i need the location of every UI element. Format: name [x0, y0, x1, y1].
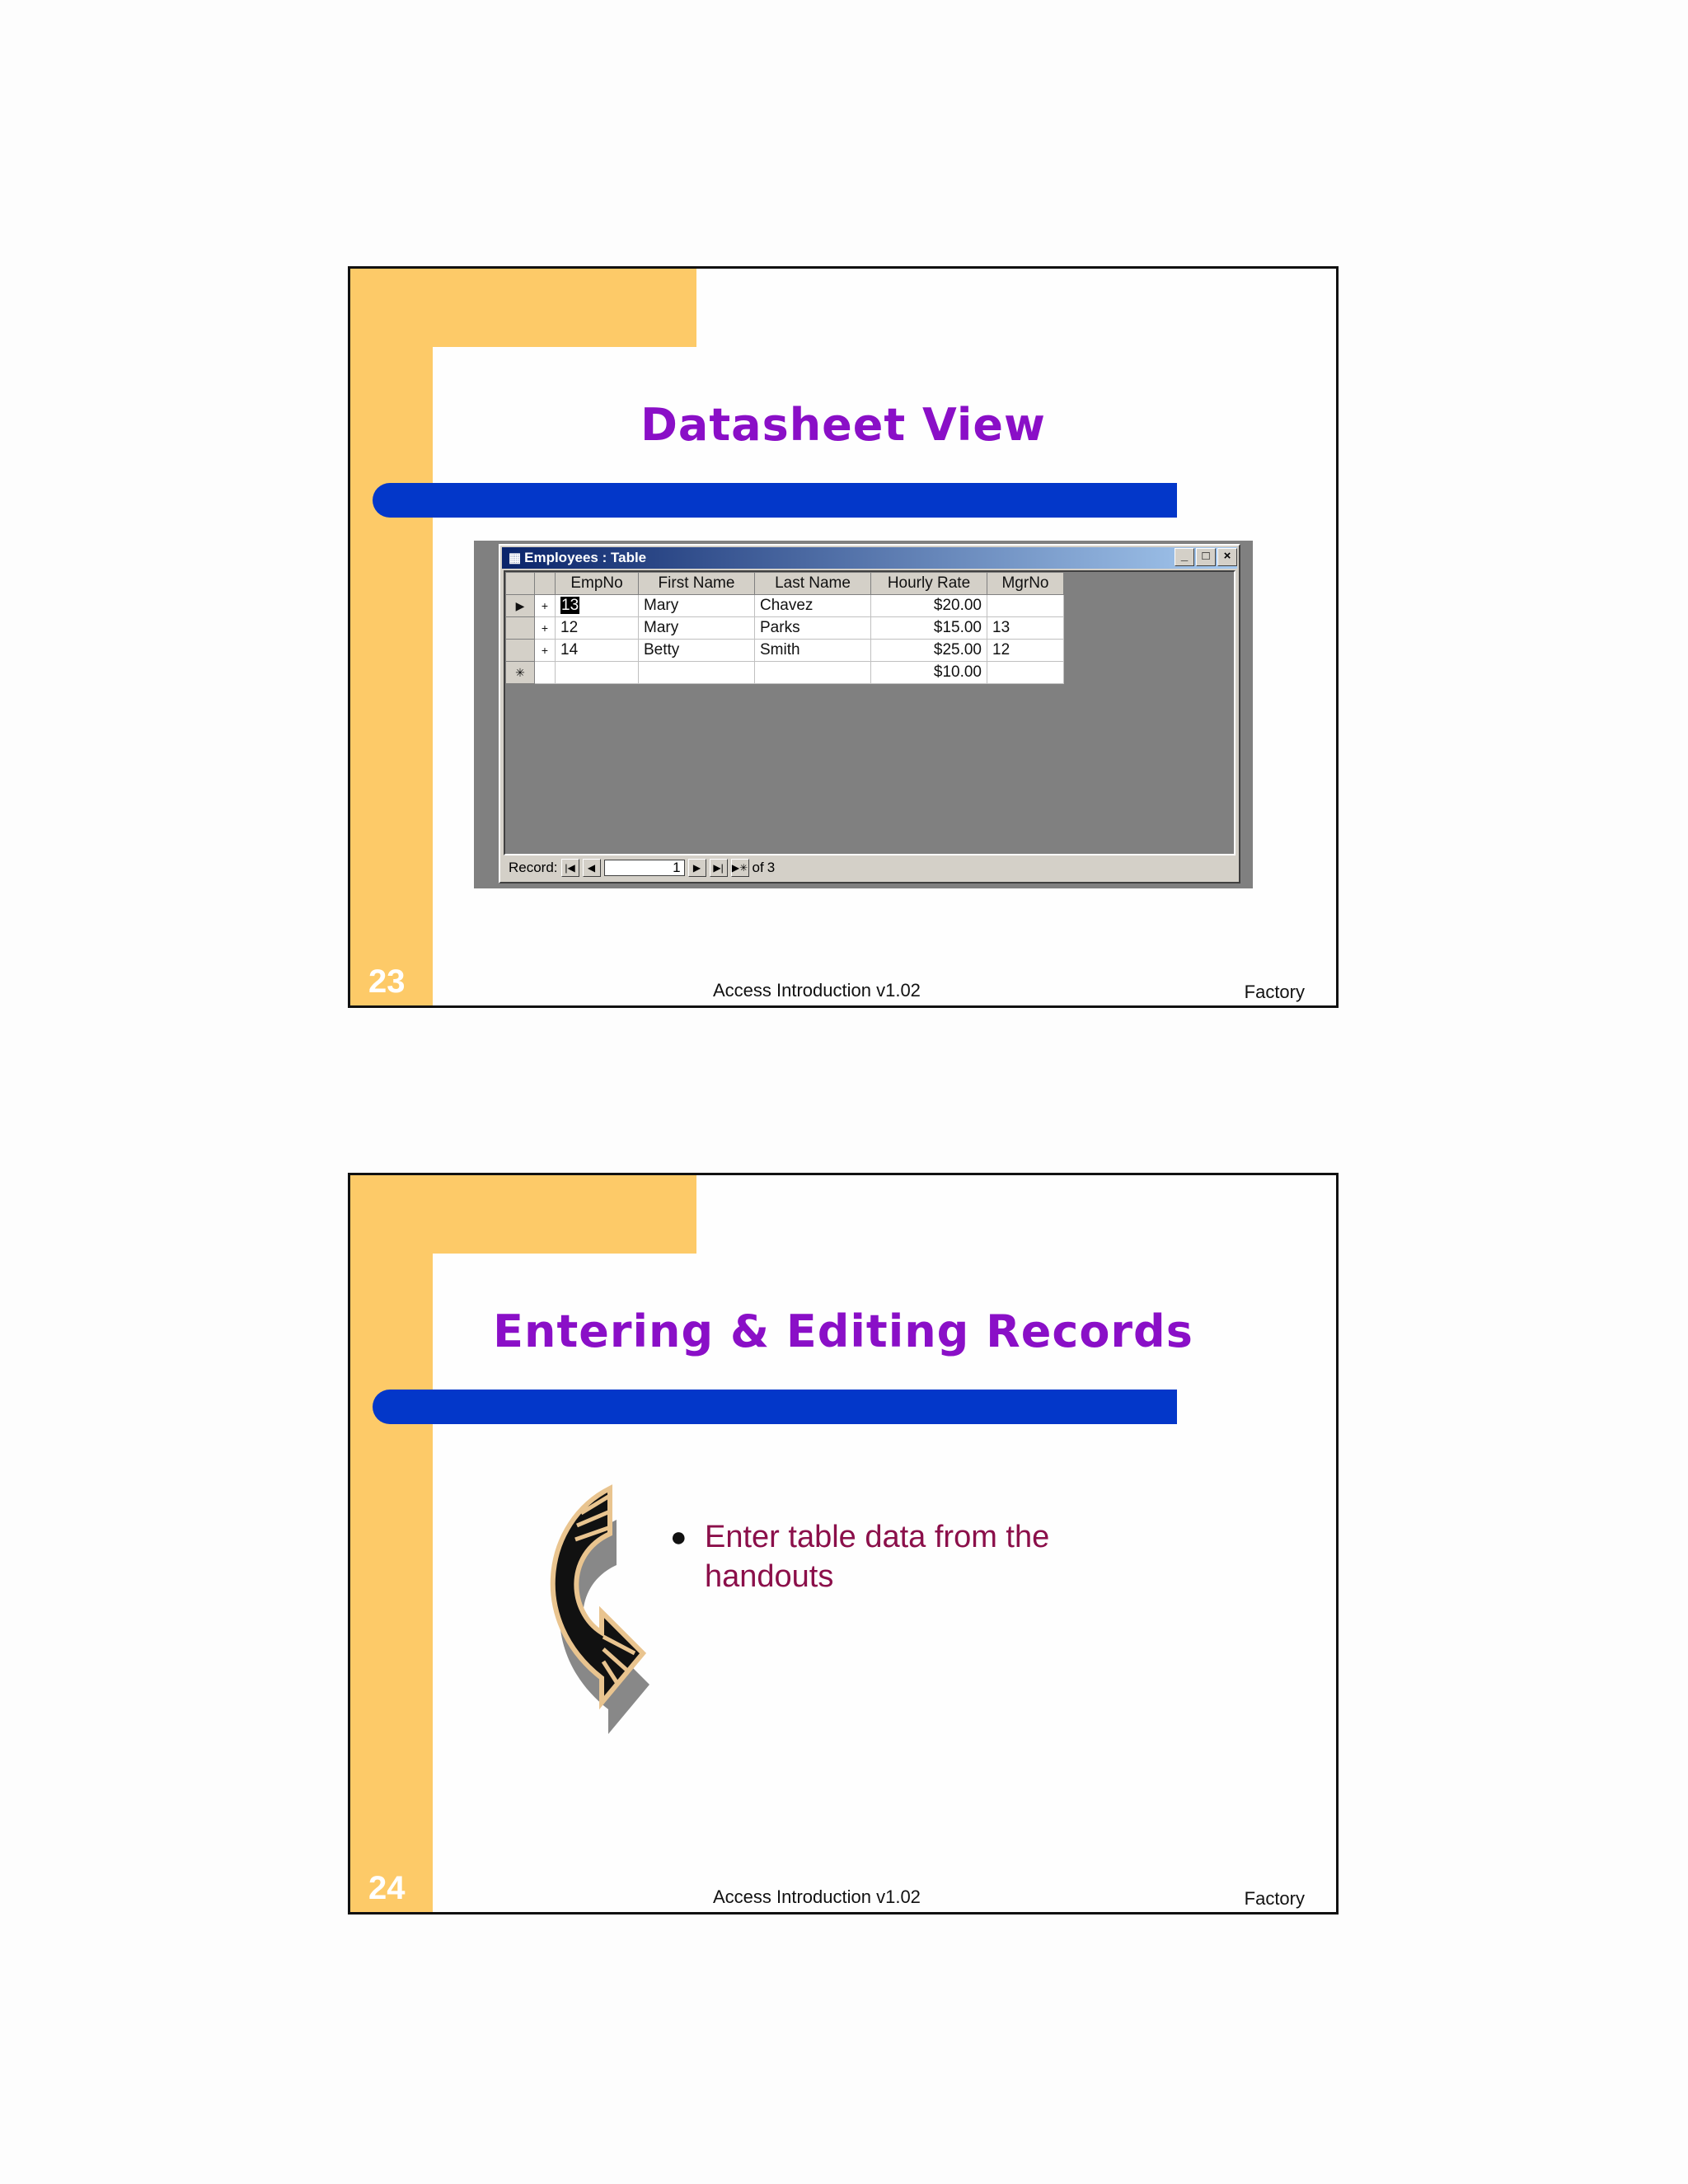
window-controls: [1175, 548, 1237, 566]
slide-footer: Access Introduction v1.02: [713, 980, 921, 1001]
slide-title: Entering & Editing Records: [493, 1305, 1193, 1357]
access-window-frame: [474, 541, 1253, 888]
record-total: 3: [767, 860, 776, 875]
bullet-item: [670, 1517, 1133, 1596]
new-record-row: [506, 662, 1064, 684]
title-underline-bar: [373, 483, 1177, 518]
cell-mgrno[interactable]: [987, 595, 1064, 617]
cell-first-name[interactable]: Mary: [639, 617, 755, 640]
slide-footer: Access Introduction v1.02: [713, 1886, 921, 1907]
cell-last-name[interactable]: Parks: [755, 617, 871, 640]
minimize-button[interactable]: _: [1175, 548, 1194, 566]
slide-number: 23: [368, 963, 406, 1000]
maximize-button[interactable]: □: [1196, 548, 1216, 566]
table-icon: ▦: [509, 551, 522, 565]
cell-first-name[interactable]: [639, 662, 755, 684]
slide-24: [348, 1173, 1339, 1915]
row-selector[interactable]: [506, 617, 535, 640]
cell-hourly-rate[interactable]: $25.00: [871, 640, 987, 662]
expand-header: [535, 573, 556, 595]
column-header[interactable]: Last Name: [755, 573, 871, 595]
cell-mgrno[interactable]: 13: [987, 617, 1064, 640]
cell-empno[interactable]: 12: [556, 617, 639, 640]
previous-record-icon[interactable]: ◀: [583, 859, 601, 877]
expand-icon[interactable]: +: [535, 640, 556, 662]
new-record-icon[interactable]: ✳: [506, 662, 535, 684]
cell-mgrno[interactable]: 12: [987, 640, 1064, 662]
accent-band-horizontal: [350, 1175, 696, 1254]
select-all-corner[interactable]: [506, 573, 535, 595]
header-row: [506, 573, 1064, 595]
curved-arrow-clipart-icon: [511, 1472, 668, 1744]
column-header[interactable]: MgrNo: [987, 573, 1064, 595]
cell-mgrno[interactable]: [987, 662, 1064, 684]
record-number-input[interactable]: 1: [604, 860, 685, 876]
title-underline-bar: [373, 1390, 1177, 1424]
accent-band-horizontal: [350, 269, 696, 347]
slide-title: Datasheet View: [640, 399, 1046, 451]
expand-cell-empty: [535, 662, 556, 684]
row-selector[interactable]: [506, 640, 535, 662]
record-label: Record:: [509, 860, 558, 875]
last-record-icon[interactable]: ▶|: [710, 859, 728, 877]
next-record-icon[interactable]: ▶: [688, 859, 706, 877]
expand-icon[interactable]: +: [535, 617, 556, 640]
cell-last-name[interactable]: Smith: [755, 640, 871, 662]
column-header[interactable]: EmpNo: [556, 573, 639, 595]
column-header[interactable]: First Name: [639, 573, 755, 595]
close-button[interactable]: ×: [1217, 548, 1237, 566]
table-row: [506, 640, 1064, 662]
selected-cell-value: 13: [561, 597, 579, 614]
cell-first-name[interactable]: Betty: [639, 640, 755, 662]
cell-first-name[interactable]: Mary: [639, 595, 755, 617]
window-titlebar[interactable]: [502, 547, 1237, 569]
cell-hourly-rate[interactable]: $10.00: [871, 662, 987, 684]
window-title: Employees : Table: [524, 550, 647, 565]
datasheet-grid: [505, 572, 1064, 684]
table-row: [506, 617, 1064, 640]
cell-last-name[interactable]: Chavez: [755, 595, 871, 617]
bullet-text: Enter table data from the handouts: [705, 1520, 1050, 1594]
current-record-icon[interactable]: ▶: [506, 595, 535, 617]
slide-footer-right: Factory: [1244, 1888, 1305, 1909]
slide-number: 24: [368, 1870, 406, 1906]
table-row: [506, 595, 1064, 617]
cell-last-name[interactable]: [755, 662, 871, 684]
datasheet-area: [504, 570, 1236, 855]
accent-band-vertical: [350, 1175, 433, 1912]
slide-footer-right: Factory: [1244, 982, 1305, 1002]
bullet-dot-icon: ●: [670, 1521, 687, 1553]
first-record-icon[interactable]: |◀: [561, 859, 579, 877]
slide-23: [348, 266, 1339, 1008]
record-navigation-bar: [504, 857, 1236, 879]
cell-empno[interactable]: [556, 595, 639, 617]
expand-icon[interactable]: +: [535, 595, 556, 617]
record-of-label: of: [752, 860, 764, 875]
cell-hourly-rate[interactable]: $20.00: [871, 595, 987, 617]
cell-empno[interactable]: 14: [556, 640, 639, 662]
new-record-nav-icon[interactable]: ▶✳: [731, 859, 749, 877]
accent-band-vertical: [350, 269, 433, 1005]
column-header[interactable]: Hourly Rate: [871, 573, 987, 595]
cell-hourly-rate[interactable]: $15.00: [871, 617, 987, 640]
employees-table-window: [499, 544, 1240, 883]
cell-empno[interactable]: [556, 662, 639, 684]
